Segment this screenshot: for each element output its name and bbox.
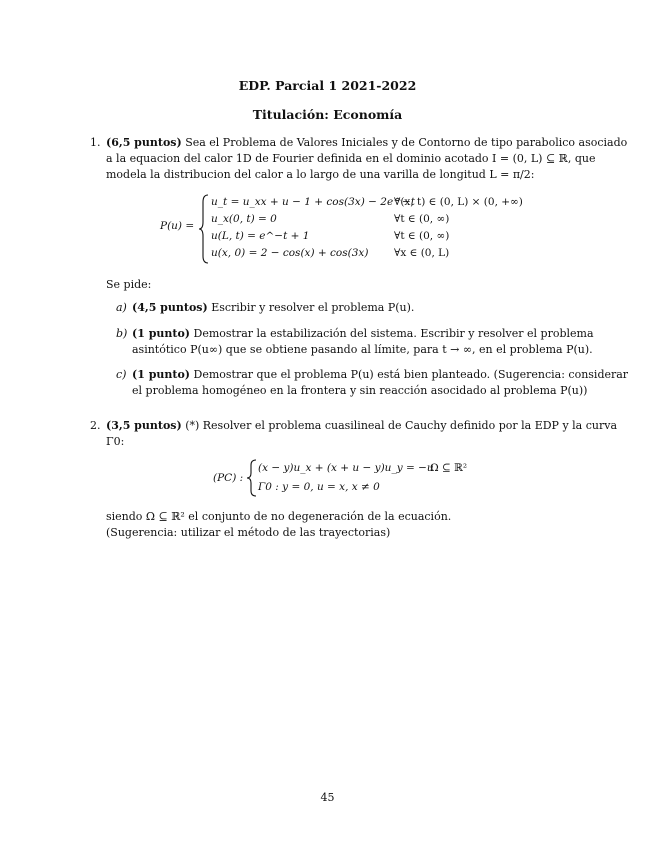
problem-2-after-1: siendo Ω ⊆ ℝ² el conjunto de no degeneración de la ecuación. <box>106 510 452 523</box>
problem-2-hint: (Sugerencia: utilizar el método de las trayectorias) <box>106 526 391 539</box>
system-brace <box>199 194 209 268</box>
system-label: P(u) = <box>160 220 195 232</box>
equation-1-condition: ∀(x, t) ∈ (0, L) × (0, +∞) <box>394 196 523 208</box>
item-c-points: (1 punto) <box>132 368 190 381</box>
page-number: 45 <box>320 791 335 804</box>
item-c-label: c) <box>116 368 127 381</box>
cauchy-system-label: (PC) : <box>213 472 244 484</box>
problem-2-line-2: Γ0: <box>106 435 125 448</box>
problem-2-text-1: (*) Resolver el problema cuasilineal de Cauchy definido por la EDP y la curva <box>185 419 618 432</box>
left-brace-icon <box>199 194 209 264</box>
item-c-line-2: el problema homogéneo en la frontera y sin reacción asocidado al problema P(u)) <box>132 384 588 397</box>
problem-2-number: 2. <box>90 419 101 432</box>
se-pide-label: Se pide: <box>106 278 152 291</box>
equation-1: u_t = u_xx + u − 1 + cos(3x) − 2e^−t <box>211 196 415 208</box>
item-a-text: Escribir y resolver el problema P(u). <box>211 301 415 314</box>
item-a-line-1 <box>132 299 414 316</box>
equation-4-condition: ∀x ∈ (0, L) <box>394 247 450 259</box>
cauchy-equation: (x − y)u_x + (x + u − y)u_y = −u <box>258 462 434 474</box>
equation-3: u(L, t) = e^−t + 1 <box>211 230 310 242</box>
equation-2: u_x(0, t) = 0 <box>211 213 277 225</box>
exam-subtitle: Titulación: Economía <box>252 107 403 122</box>
equation-2-condition: ∀t ∈ (0, ∞) <box>394 213 450 225</box>
item-a-points: (4,5 puntos) <box>132 301 208 314</box>
exam-title: EDP. Parcial 1 2021-2022 <box>238 78 417 93</box>
item-b-points: (1 punto) <box>132 327 190 340</box>
problem-1-text-1: Sea el Problema de Valores Iniciales y de Contorno de tipo parabolico asociado <box>185 136 628 149</box>
item-c-line-1 <box>132 366 628 383</box>
problem-1-line-1 <box>106 134 628 151</box>
item-c-text-1: Demostrar que el problema P(u) está bien planteado. (Sugerencia: considerar <box>193 368 629 381</box>
item-b-line-1 <box>132 325 594 342</box>
equation-4: u(x, 0) = 2 − cos(x) + cos(3x) <box>211 247 369 259</box>
problem-2-line-1 <box>106 417 617 434</box>
problem-2-points: (3,5 puntos) <box>106 419 182 432</box>
problem-1-number: 1. <box>90 136 101 149</box>
problem-1-line-2: a la equacion del calor 1D de Fourier definida en el dominio acotado I = (0, L) ⊆ ℝ, que <box>106 152 596 165</box>
cauchy-initial-curve: Γ0 : y = 0, u = x, x ≠ 0 <box>258 481 380 493</box>
cauchy-brace <box>247 459 257 501</box>
equation-3-condition: ∀t ∈ (0, ∞) <box>394 230 450 242</box>
item-b-label: b) <box>116 327 128 340</box>
left-brace-icon <box>247 459 257 497</box>
item-b-line-2: asintótico P(u∞) que se obtiene pasando al límite, para t → ∞, en el problema P(u). <box>132 343 593 356</box>
problem-1-points: (6,5 puntos) <box>106 136 182 149</box>
cauchy-domain: Ω ⊆ ℝ² <box>430 462 468 474</box>
item-a-label: a) <box>116 301 127 314</box>
problem-1-line-3: modela la distribucion del calor a lo largo de una varilla de longitud L = π/2: <box>106 168 535 181</box>
item-b-text-1: Demostrar la estabilización del sistema. Escribir y resolver el problema <box>193 327 594 340</box>
